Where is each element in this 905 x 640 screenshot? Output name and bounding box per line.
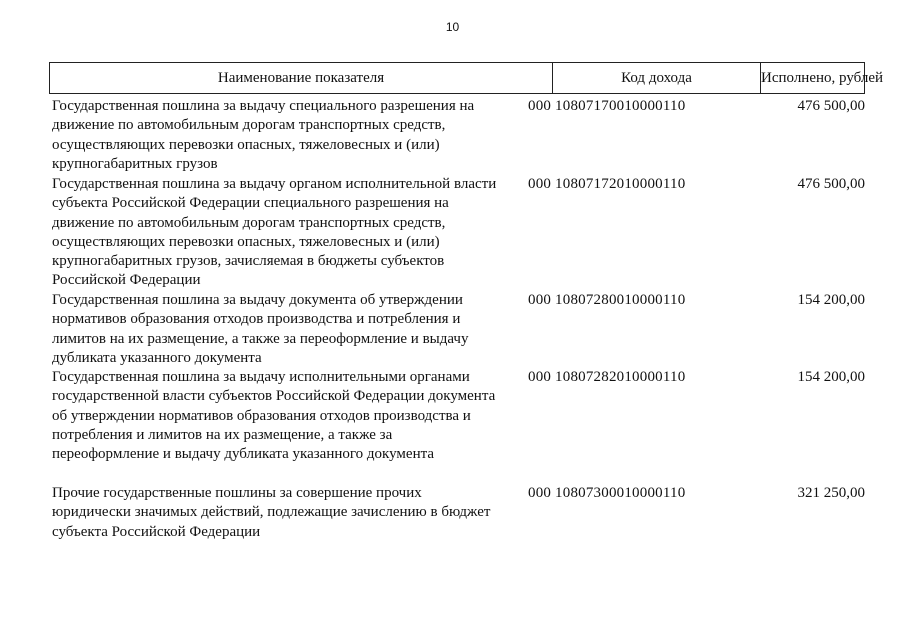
indicator-name xyxy=(52,484,522,542)
indicator-name-line: субъекта Российской Федерации специального разрешения на xyxy=(52,195,449,212)
indicator-name-line: осуществляющих перевозки опасных, тяжеловесных и (или) xyxy=(52,136,440,153)
indicator-name xyxy=(52,291,522,368)
header-income-code: Код дохода xyxy=(552,63,760,93)
indicator-name-line: Государственная пошлина за выдачу специального разрешения на xyxy=(52,98,475,114)
table-header xyxy=(49,62,884,94)
executed-amount: 476 500,00 xyxy=(797,176,865,192)
header-executed-amount: Исполнено, рублей xyxy=(760,63,866,93)
header-indicator-name: Наименование показателя xyxy=(217,70,385,86)
indicator-name-line: движение по автомобильным дорогам транспортных средств, xyxy=(52,214,446,231)
income-code: 000 10807282010000110 xyxy=(528,369,686,385)
page-number: 10 xyxy=(445,20,460,34)
income-code: 000 10807300010000110 xyxy=(528,485,686,501)
income-code: 000 10807172010000110 xyxy=(528,176,686,192)
indicator-name-line: субъекта Российской Федерации xyxy=(52,523,261,540)
indicator-name-line: Государственная пошлина за выдачу органом исполнительной власти xyxy=(52,176,497,192)
indicator-name-line: осуществляющих перевозки опасных, тяжеловесных и (или) xyxy=(52,233,440,250)
indicator-name-line: переоформление и выдачу дубликата указанного документа xyxy=(52,446,435,463)
executed-amount: 154 200,00 xyxy=(797,292,865,308)
indicator-name xyxy=(52,368,522,464)
indicator-name-line: Прочие государственные пошлины за совершение прочих xyxy=(52,485,422,501)
income-code: 000 10807280010000110 xyxy=(528,292,686,308)
indicator-name-line: крупногабаритных грузов xyxy=(52,155,218,172)
indicator-name xyxy=(52,97,522,174)
indicator-name-line: крупногабаритных грузов, зачисляемая в бюджеты субъектов xyxy=(52,253,445,270)
indicator-name-line: Государственная пошлина за выдачу исполнительными органами xyxy=(52,369,470,385)
indicator-name-line: об утверждении нормативов образования отходов производства и xyxy=(52,407,471,424)
indicator-name-line: нормативов образования отходов производства и потребления и xyxy=(52,311,461,328)
indicator-name xyxy=(52,175,522,291)
indicator-name-line: Государственная пошлина за выдачу документа об утверждении xyxy=(52,292,463,308)
indicator-name-line: юридически значимых действий, подлежащие зачислению в бюджет xyxy=(52,504,491,521)
indicator-name-line: Российской Федерации xyxy=(52,272,201,289)
indicator-name-line: потребления и лимитов на их размещение, а также за xyxy=(52,426,393,443)
executed-amount: 321 250,00 xyxy=(797,485,865,501)
executed-amount: 476 500,00 xyxy=(797,98,865,114)
indicator-name-line: движение по автомобильным дорогам транспортных средств, xyxy=(52,117,446,134)
indicator-name-line: дубликата указанного документа xyxy=(52,349,262,366)
income-code: 000 10807170010000110 xyxy=(528,98,686,114)
indicator-name-line: государственной власти субъектов Российской Федерации документа xyxy=(52,388,496,405)
indicator-name-line: лимитов на их размещение, а также за переоформление и выдачу xyxy=(52,330,469,347)
executed-amount: 154 200,00 xyxy=(797,369,865,385)
